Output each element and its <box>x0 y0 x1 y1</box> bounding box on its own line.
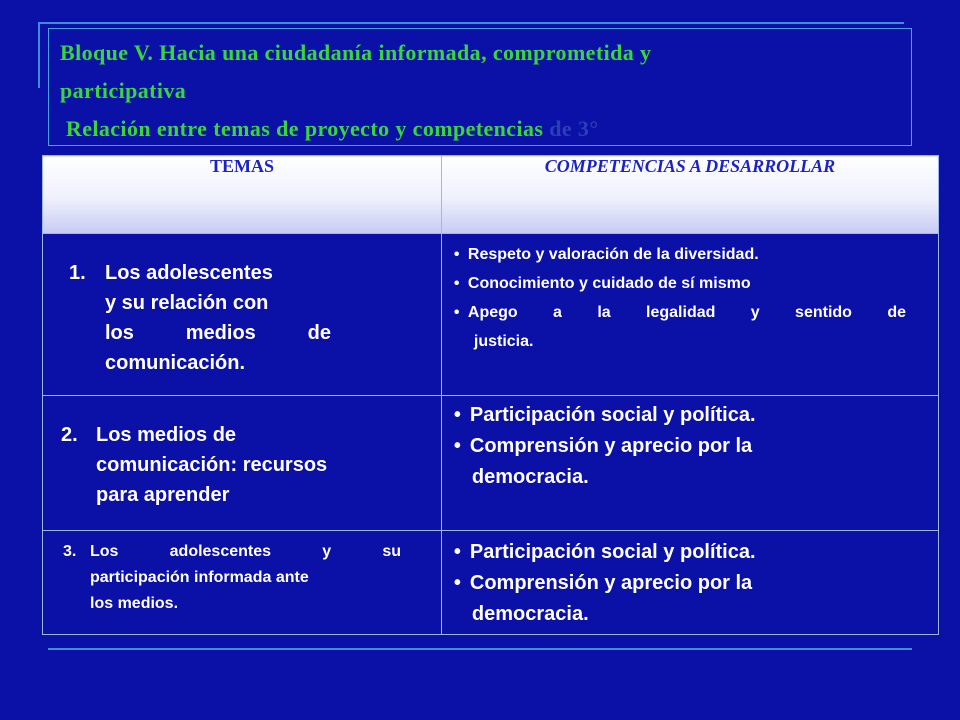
tema-number-1: 1. <box>69 262 86 284</box>
competencia-2-1-text: Participación social y política. <box>469 404 756 426</box>
top-rule <box>38 22 904 24</box>
left-vertical-rule <box>38 22 40 88</box>
bullet: • <box>453 304 460 321</box>
competencia-1-3-line-2: justicia. <box>473 333 534 350</box>
competencia-3-2-line-2: democracia. <box>471 603 589 625</box>
competencia-1-3-line-1: Apego a la legalidad y sentido de <box>467 304 906 321</box>
slide-title-line-2: participativa <box>60 78 187 103</box>
table-row <box>43 234 939 396</box>
competencia-2-2-line-1: Comprensión y aprecio por la <box>469 435 753 457</box>
slide-subtitle <box>60 116 599 142</box>
tema-item-3 <box>63 539 401 617</box>
competencia-1-2-text: Conocimiento y cuidado de sí mismo <box>467 275 751 292</box>
tema-number-2: 2. <box>61 424 78 446</box>
competencias-cell-2 <box>441 396 938 531</box>
bullet: • <box>453 435 461 457</box>
tema-2-line-3: para aprender <box>96 484 230 506</box>
table-row <box>43 531 939 635</box>
competencia-3-1 <box>454 537 938 568</box>
subtitle-faded-grade: de 3° <box>543 116 599 141</box>
header-competencias: COMPETENCIAS A DESARROLLAR <box>441 156 938 234</box>
tema-item-1 <box>69 258 331 378</box>
tema-1-line-3: los medios de <box>105 322 331 344</box>
tema-3-line-1: Los adolescentes y su <box>90 543 401 560</box>
tema-2-line-1: Los medios de <box>96 424 237 446</box>
competencia-1-1 <box>454 240 906 269</box>
themes-competencies-table <box>42 155 939 635</box>
tema-1-line-4: comunicación. <box>105 352 246 374</box>
bullet: • <box>453 275 460 292</box>
tema-1-line-2: y su relación con <box>105 292 269 314</box>
competencia-3-1-text: Participación social y política. <box>469 541 756 563</box>
tema-number-3: 3. <box>63 543 77 560</box>
slide-title-line-1: Bloque V. Hacia una ciudadanía informada, comprometida y <box>60 40 652 65</box>
tema-item-2 <box>61 420 441 510</box>
tema-cell-1 <box>43 234 442 396</box>
table-header-row <box>43 156 939 234</box>
competencias-cell-1 <box>441 234 938 396</box>
table-row <box>43 396 939 531</box>
competencia-1-2 <box>454 269 906 298</box>
tema-2-line-2: comunicación: recursos <box>96 454 328 476</box>
bullet: • <box>453 246 460 263</box>
tema-1-line-1: Los adolescentes <box>105 262 273 284</box>
header-temas: TEMAS <box>43 156 442 234</box>
tema-3-line-2: participación informada ante <box>90 569 309 586</box>
competencia-3-2-line-1: Comprensión y aprecio por la <box>469 572 753 594</box>
competencia-1-3 <box>454 298 906 356</box>
tema-cell-3 <box>43 531 442 635</box>
competencia-2-1 <box>454 400 938 431</box>
subtitle-text: Relación entre temas de proyecto y competencias <box>60 116 544 141</box>
bullet: • <box>453 541 461 563</box>
competencia-1-1-text: Respeto y valoración de la diversidad. <box>467 246 759 263</box>
competencia-2-2-line-2: democracia. <box>471 466 589 488</box>
bottom-rule <box>48 648 912 650</box>
competencias-cell-3 <box>441 531 938 635</box>
bullet: • <box>453 572 461 594</box>
tema-3-line-3: los medios. <box>90 595 179 612</box>
competencia-2-2 <box>454 431 938 493</box>
bullet: • <box>453 404 461 426</box>
competencia-3-2 <box>454 568 938 630</box>
tema-cell-2 <box>43 396 442 531</box>
